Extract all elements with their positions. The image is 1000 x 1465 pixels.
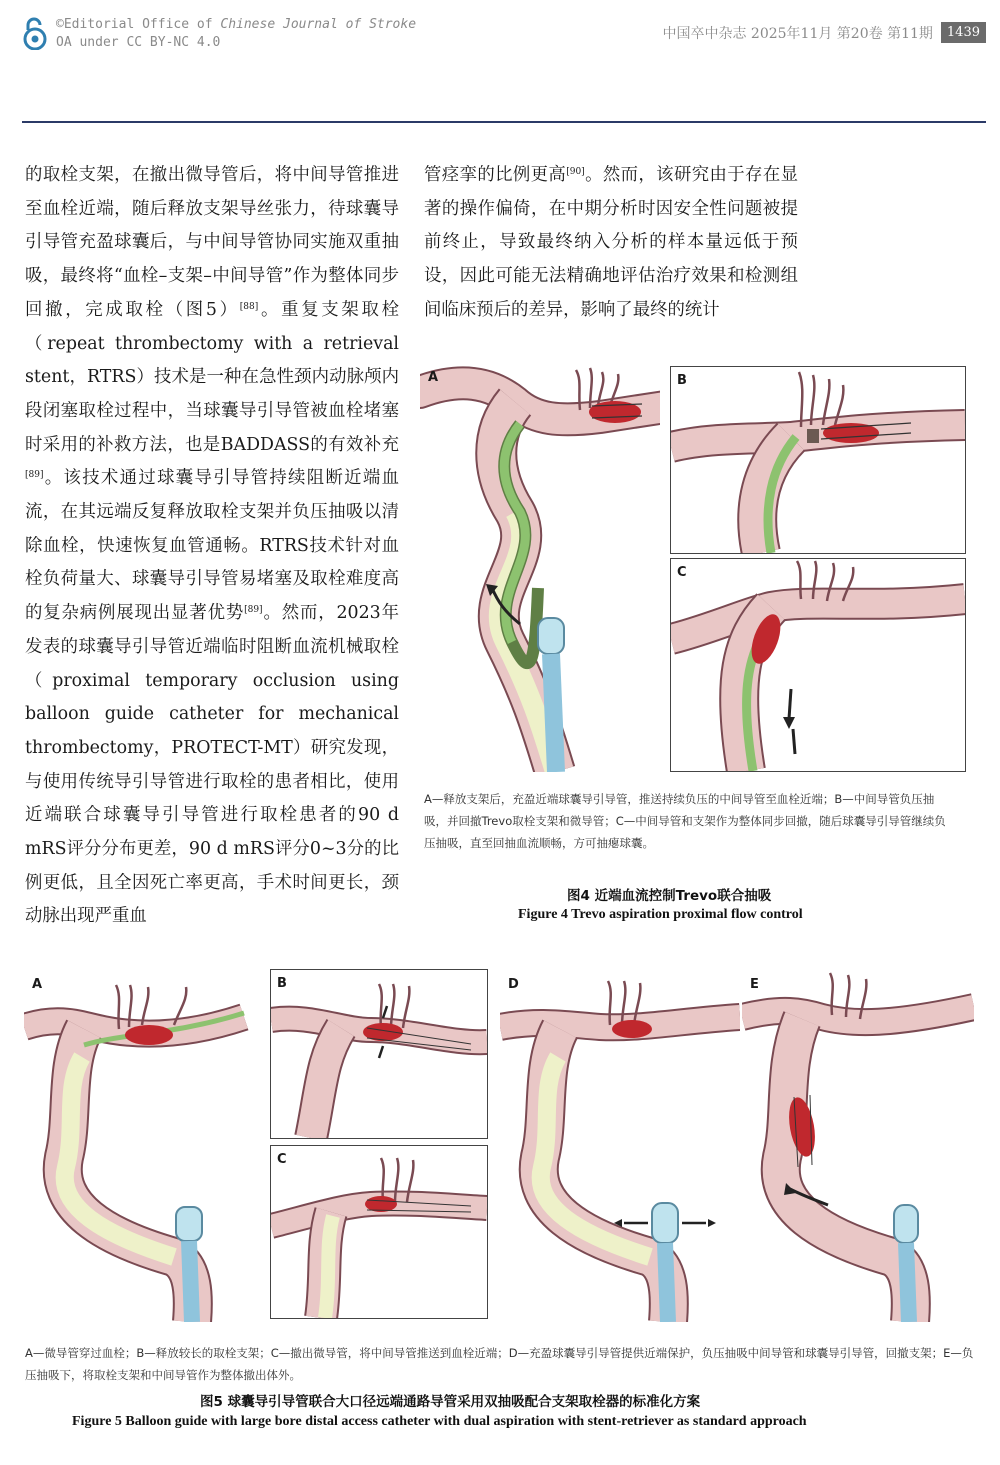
license-line: OA under CC BY-NC 4.0 <box>56 35 221 50</box>
paragraph: 管痉挛的比例更高[90]。然而，该研究由于存在显著的操作偏倚，在中期分析时因安全性问题被提前终止，导致最终纳入分析的样本量远低于预设，因此可能无法精确地评估治疗效果和检测组间临床预后的差异，影响了最终的统计 <box>424 165 798 320</box>
figure-4-note: A—释放支架后，充盈近端球囊导引导管，推送持续负压的中间导管至血栓近端；B—中间导管负压抽吸，并回撤Trevo取栓支架和微导管；C—中间导管和支架作为整体同步回撤，随后球囊导引导管继续负压抽吸，直至回抽血流顺畅，方可抽瘪球囊。 <box>424 792 946 850</box>
figure-4-title-cn: 图4 近端血流控制Trevo联合抽吸 <box>567 888 772 904</box>
panel-label: A <box>32 977 43 992</box>
citation-ref[interactable]: [88] <box>239 301 259 312</box>
fig5-panel-c <box>270 1145 488 1319</box>
copyright-line: ©Editorial Office of Chinese Journal of Stroke <box>56 17 417 32</box>
fig5-panel-b <box>270 969 488 1139</box>
panel-label: C <box>277 1152 287 1167</box>
page-header-left <box>22 16 416 52</box>
citation-ref[interactable]: [90] <box>566 167 585 177</box>
paragraph: 的取栓支架，在撤出微导管后，将中间导管推进至血栓近端，随后释放支架导丝张力，待球囊导引导管充盈球囊后，与中间导管协同实施双重抽吸，最终将“血栓–支架–中间导管”作为整体同步回撤，完成取栓（图5）[88]。重复支架取栓（repeat thrombectomy with a retrieval stent，RTRS）技术是一种在急性颈内动脉颅内段闭塞取栓过程中，当球囊导引导管被血栓堵塞时采用的补救方法，也是BADDASS的有效补充[89]。该技术通过球囊导引导管持续阻断近端血流，在其远端反复释放取栓支架并负压抽吸以清除血栓，快速恢复血管通畅。RTRS技术针对血栓负荷量大、球囊导引导管易堵塞及取栓难度高的复杂病例展现出显著优势[89]。然而，2023年发表的球囊导引导管近端临时阻断血流机械取栓（proximal temporary occlusion using balloon guide catheter for mechanical thrombectomy，PROTECT-MT）研究发现，与使用传统导引导管进行取栓的患者相比，使用近端联合球囊导引导管进行取栓患者的90 d mRS评分分布更差，90 d mRS评分0~3分的比例更低，且全因死亡率更高，手术时间更长，颈动脉出现严重血 <box>25 165 399 927</box>
fig4-panel-a <box>420 362 660 772</box>
fig5-panel-a <box>24 967 264 1322</box>
figure-5 <box>24 967 974 1322</box>
header-rule <box>22 121 986 123</box>
panel-label: C <box>677 565 687 580</box>
fig5-panel-d <box>500 967 740 1322</box>
figure-5-title-cn: 图5 球囊导引导管联合大口径远端通路导管采用双抽吸配合支架取栓器的标准化方案 <box>200 1394 701 1410</box>
panel-label: B <box>677 373 687 388</box>
page-header-right <box>662 22 986 43</box>
panel-label: E <box>750 977 759 992</box>
journal-issue: 中国卒中杂志 2025年11月 第20卷 第11期 <box>662 25 933 42</box>
figure-5-title-en: Figure 5 Balloon guide with large bore distal access catheter with dual aspiration with stent-retriever as standard approach <box>72 1414 807 1429</box>
citation-ref[interactable]: [89] <box>25 470 44 481</box>
fig5-panel-e <box>742 967 974 1322</box>
body-column-right <box>424 159 798 328</box>
panel-label: D <box>508 977 519 992</box>
fig4-panel-b <box>670 366 966 554</box>
panel-label: A <box>428 370 439 385</box>
fig4-panel-c <box>670 558 966 772</box>
body-column-left <box>25 159 399 934</box>
figure-4-title-en: Figure 4 Trevo aspiration proximal flow control <box>518 907 803 922</box>
panel-label: B <box>277 976 287 991</box>
figure-4 <box>420 362 970 772</box>
citation-ref[interactable]: [89] <box>244 605 263 616</box>
figure-5-note: A—微导管穿过血栓；B—释放较长的取栓支架；C—撤出微导管，将中间导管推送到血栓近端；D—充盈球囊导引导管提供近端保护，负压抽吸中间导管和球囊导引导管，回撤支架；E—负压抽吸下，将取栓支架和中间导管作为整体撤出体外。 <box>25 1346 974 1382</box>
open-access-icon <box>22 16 48 50</box>
page-number-badge: 1439 <box>941 22 986 43</box>
